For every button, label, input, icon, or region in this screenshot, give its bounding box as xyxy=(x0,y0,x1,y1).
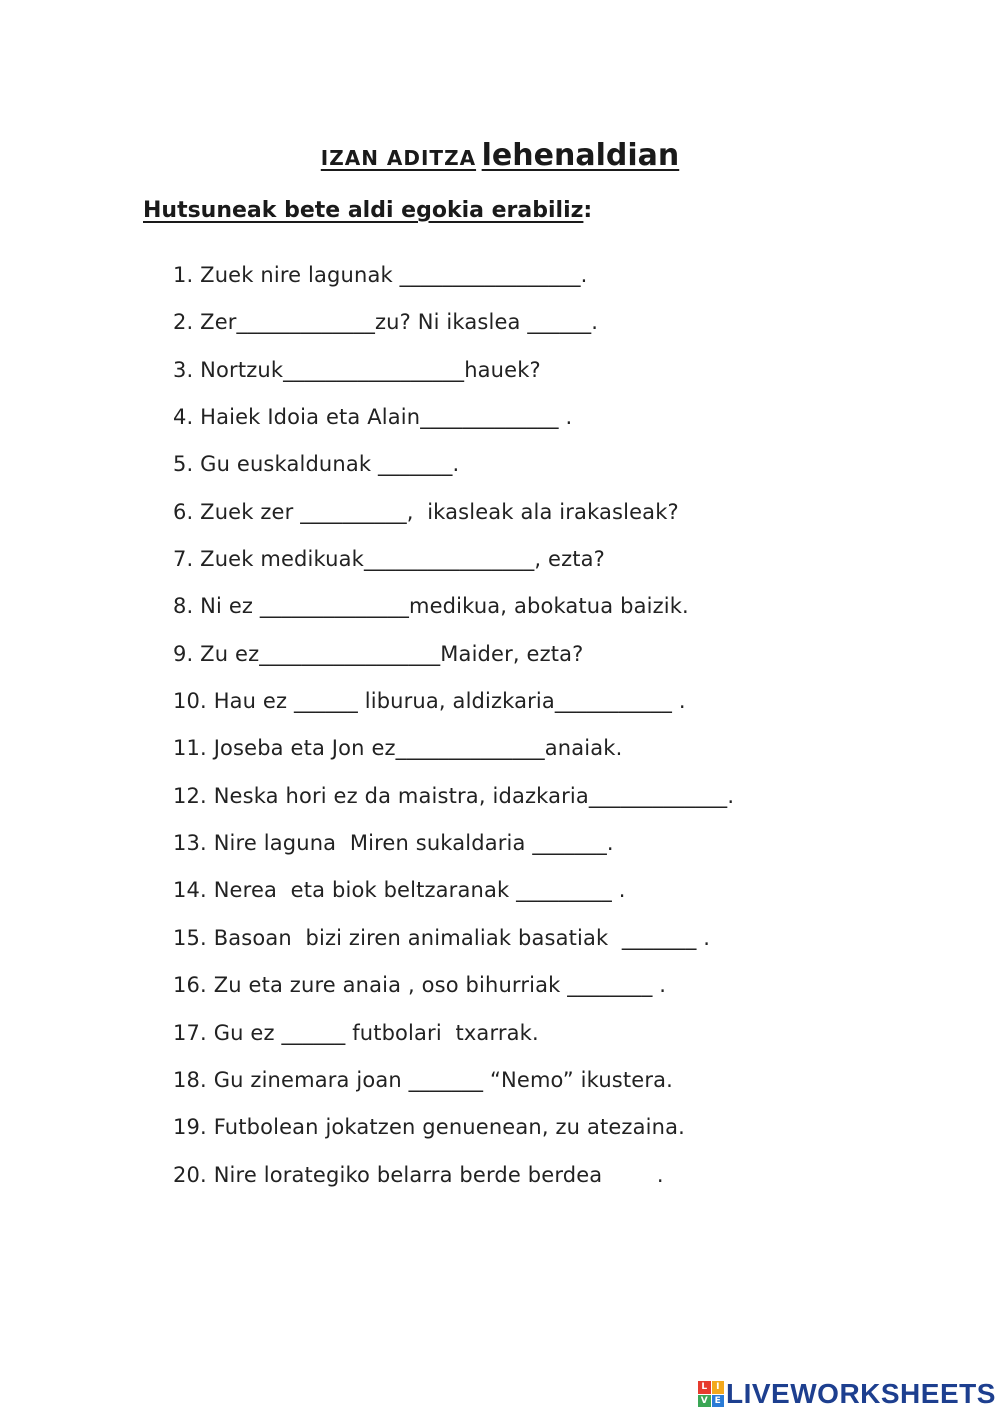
question-text: Zuek nire lagunak _________________. xyxy=(200,263,588,287)
question-number: 17. xyxy=(173,1020,207,1045)
question-item xyxy=(173,873,734,920)
question-number: 12. xyxy=(173,783,207,808)
question-number: 2. xyxy=(173,310,194,335)
question-item xyxy=(173,1016,734,1063)
question-text: Neska hori ez da maistra, idazkaria_____________. xyxy=(213,783,735,808)
question-number: 16. xyxy=(173,973,207,998)
question-item xyxy=(173,637,734,684)
question-text: Gu euskaldunak _______. xyxy=(200,452,460,477)
question-text: Gu ez ______ futbolari txarrak. xyxy=(213,1020,539,1045)
question-item xyxy=(173,1158,734,1205)
question-number: 14. xyxy=(173,878,207,903)
question-text: Nire laguna Miren sukaldaria _______. xyxy=(213,831,614,856)
question-text: Basoan bizi ziren animaliak basatiak _______ . xyxy=(213,925,711,950)
question-item xyxy=(173,258,734,305)
question-item xyxy=(173,1063,734,1110)
logo-text: LIVEWORKSHEETS xyxy=(726,1378,996,1409)
question-number: 19. xyxy=(173,1115,207,1140)
liveworksheets-logo xyxy=(698,1376,996,1412)
question-number: 4. xyxy=(173,405,194,430)
question-number: 15. xyxy=(173,925,207,950)
question-item xyxy=(173,968,734,1015)
question-item xyxy=(173,400,734,447)
question-text: Futbolean jokatzen genuenean, zu atezaina. xyxy=(213,1115,685,1140)
logo-mark-cell: V xyxy=(698,1395,711,1408)
question-number: 13. xyxy=(173,831,207,856)
title-part-1: IZAN ADITZA xyxy=(320,146,477,170)
question-item xyxy=(173,495,734,542)
question-text: Zuek medikuak________________, ezta? xyxy=(200,547,605,572)
question-number: 11. xyxy=(173,736,207,761)
instruction xyxy=(143,198,592,223)
instruction-colon: : xyxy=(583,198,593,223)
question-text: Zer_____________zu? Ni ikaslea ______. xyxy=(200,310,599,335)
question-number: 9. xyxy=(173,641,194,666)
question-item xyxy=(173,589,734,636)
question-number: 8. xyxy=(173,594,194,619)
question-item xyxy=(173,779,734,826)
question-number: 20. xyxy=(173,1162,207,1187)
logo-mark-cell: L xyxy=(698,1381,711,1394)
question-number: 1. xyxy=(173,263,194,287)
question-item xyxy=(173,826,734,873)
question-text: Gu zinemara joan _______ “Nemo” ikustera. xyxy=(213,1067,673,1092)
question-item xyxy=(173,542,734,589)
logo-mark-cell: E xyxy=(712,1395,725,1408)
question-item xyxy=(173,447,734,494)
title-part-2: lehenaldian xyxy=(481,138,680,173)
question-text: Zu ez_________________Maider, ezta? xyxy=(200,641,584,666)
question-text: Nortzuk_________________hauek? xyxy=(200,357,541,382)
logo-icon xyxy=(698,1381,724,1407)
question-number: 7. xyxy=(173,547,194,572)
question-text: Hau ez ______ liburua, aldizkaria___________ . xyxy=(213,689,686,714)
question-number: 18. xyxy=(173,1067,207,1092)
question-number: 5. xyxy=(173,452,194,477)
question-number: 3. xyxy=(173,357,194,382)
question-number: 10. xyxy=(173,689,207,714)
logo-mark-cell: I xyxy=(712,1381,725,1394)
question-text: Zu eta zure anaia , oso bihurriak ________ . xyxy=(213,973,667,998)
question-item xyxy=(173,684,734,731)
question-text: Ni ez ______________medikua, abokatua baizik. xyxy=(200,594,689,619)
question-number: 6. xyxy=(173,499,194,524)
instruction-text: Hutsuneak bete aldi egokia erabiliz xyxy=(143,198,584,223)
question-text: Zuek zer __________, ikasleak ala irakasleak? xyxy=(200,499,679,524)
question-text: Nerea eta biok beltzaranak _________ . xyxy=(213,878,626,903)
question-item xyxy=(173,731,734,778)
question-text: Nire lorategiko belarra berde berdea . xyxy=(213,1162,664,1187)
question-text: Joseba eta Jon ez______________anaiak. xyxy=(213,736,623,761)
question-list xyxy=(173,258,734,1205)
question-text: Haiek Idoia eta Alain_____________ . xyxy=(200,405,573,430)
question-item xyxy=(173,353,734,400)
question-item xyxy=(173,921,734,968)
worksheet-title xyxy=(0,138,1000,173)
question-item xyxy=(173,1110,734,1157)
question-item xyxy=(173,305,734,352)
